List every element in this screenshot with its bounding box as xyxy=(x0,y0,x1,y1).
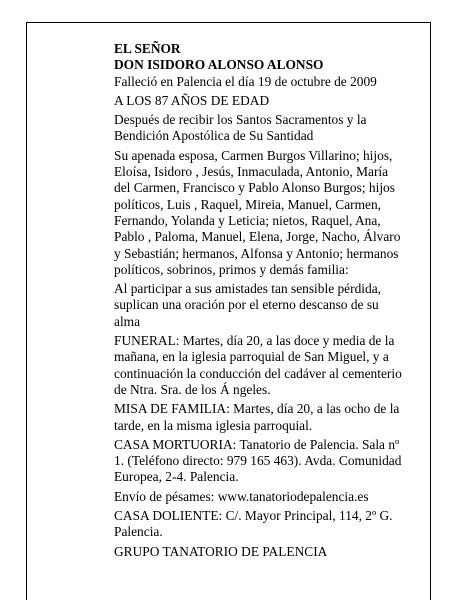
sacraments-info: Después de recibir los Santos Sacramentos y la Bendición Apostólica de Su Santidad xyxy=(114,112,367,144)
notice-title-line-1: EL SEÑOR xyxy=(114,41,181,56)
family-mass-info: MISA DE FAMILIA: Martes, día 20, a las ocho de la tarde, en la misma iglesia parroquial. xyxy=(114,401,400,433)
funeral-info: FUNERAL: Martes, día 20, a las doce y media de la mañana, en la iglesia parroquial de San Miguel, y a continuación la conducción del cadáver al cementerio de Ntra. Sra. de los Á ngeles. xyxy=(114,333,402,397)
prayer-request: Al participar a sus amistades tan sensible pérdida, suplican una oración por el eterno descanso de su alma xyxy=(114,281,381,329)
age-info: A LOS 87 AÑOS DE EDAD xyxy=(114,92,270,108)
condolences-info: Envío de pésames: www.tanatoriodepalencia.es xyxy=(114,488,369,504)
obituary-notice xyxy=(114,41,404,563)
funeral-home-info: CASA MORTUORIA: Tanatorio de Palencia. Sala nº 1. (Teléfono directo: 979 165 463). Avda. Comunidad Europea, 2-4. Palencia. xyxy=(114,436,402,485)
funeral-group: GRUPO TANATORIO DE PALENCIA xyxy=(114,543,328,559)
death-info: Falleció en Palencia el día 19 de octubre de 2009 xyxy=(114,73,377,89)
mourning-house-info: CASA DOLIENTE: C/. Mayor Principal, 114, 2º G. Palencia. xyxy=(114,508,393,540)
notice-title-line-2: DON ISIDORO ALONSO ALONSO xyxy=(114,57,324,73)
family-list: Su apenada esposa, Carmen Burgos Villarino; hijos, Eloísa, Isidoro , Jesús, Inmaculada, Antonio, María del Carmen, Francisco y Pablo Alonso Burgos; hijos políticos, Luis , Raquel, Mireia, Manuel, Carmen, Fernando, Yolanda y Leticia; nietos, Raquel, Ana, Pablo , Paloma, Manuel, Elena, Jorge, Nacho, Álvaro y Sebastián; hermanos, Alfonsa y Antonio; hermanos políticos, sobrinos, primos y demás familia: xyxy=(114,147,401,277)
